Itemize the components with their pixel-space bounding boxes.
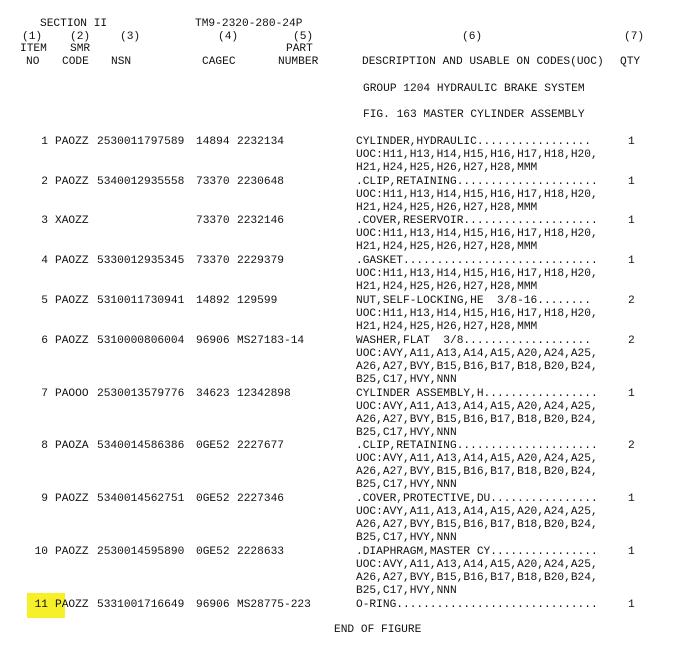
item-number: 4 [41, 255, 48, 267]
cagec: 14894 [196, 136, 230, 148]
description-line: A26,A27,BVY,B15,B16,B17,B18,B20,B24, [356, 361, 598, 373]
quantity: 1 [628, 388, 635, 400]
quantity: 1 [628, 176, 635, 188]
cagec: 0GE52 [196, 440, 230, 452]
description-line: .DIAPHRAGM,MASTER CY................ [356, 546, 598, 558]
col-num-4: (4) [218, 31, 239, 43]
description-line: B25,C17,HVY,NNN [356, 532, 457, 544]
col-head-description: DESCRIPTION AND USABLE ON CODES(UOC) [362, 56, 604, 68]
col-head-part: PART [286, 43, 313, 55]
description-line: UOC:H11,H13,H14,H15,H16,H17,H18,H20, [356, 268, 598, 280]
item-number: 6 [41, 335, 48, 347]
smr-code: PAOZZ [55, 493, 89, 505]
description-line: B25,C17,HVY,NNN [356, 585, 457, 597]
col-head-number: NUMBER [278, 56, 319, 68]
part-number: 2232146 [237, 215, 284, 227]
smr-code: PAOZZ [55, 136, 89, 148]
item-number: 9 [41, 493, 48, 505]
item-number: 11 [34, 599, 48, 611]
item-number: 2 [41, 176, 48, 188]
item-number: 8 [41, 440, 48, 452]
description-line: UOC:H11,H13,H14,H15,H16,H17,H18,H20, [356, 149, 598, 161]
description-line: A26,A27,BVY,B15,B16,B17,B18,B20,B24, [356, 572, 598, 584]
description-line: CYLINDER ASSEMBLY,H................. [356, 388, 598, 400]
smr-code: PAOZZ [55, 295, 89, 307]
nsn: 5331001716649 [97, 599, 185, 611]
cagec: 96906 [196, 599, 230, 611]
quantity: 1 [628, 493, 635, 505]
description-line: UOC:H11,H13,H14,H15,H16,H17,H18,H20, [356, 189, 598, 201]
description-line: CYLINDER,HYDRAULIC................. [356, 136, 591, 148]
description-line: B25,C17,HVY,NNN [356, 479, 457, 491]
description-line: .COVER,RESERVOIR.................... [356, 215, 598, 227]
cagec: 0GE52 [196, 493, 230, 505]
col-head-no: NO [26, 56, 40, 68]
description-line: O-RING.............................. [356, 599, 598, 611]
quantity: 1 [628, 255, 635, 267]
item-number: 7 [41, 388, 48, 400]
col-head-smr: SMR [70, 43, 91, 55]
description-line: H21,H24,H25,H26,H27,H28,MMM [356, 202, 538, 214]
item-number: 1 [41, 136, 48, 148]
part-number: MS27183-14 [237, 335, 305, 347]
smr-code: XAOZZ [55, 215, 89, 227]
cagec: 96906 [196, 335, 230, 347]
cagec: 14892 [196, 295, 230, 307]
quantity: 1 [628, 215, 635, 227]
description-line: UOC:H11,H13,H14,H15,H16,H17,H18,H20, [356, 308, 598, 320]
description-line: A26,A27,BVY,B15,B16,B17,B18,B20,B24, [356, 466, 598, 478]
description-line: A26,A27,BVY,B15,B16,B17,B18,B20,B24, [356, 414, 598, 426]
nsn: 5310000806004 [97, 335, 185, 347]
cagec: 73370 [196, 215, 230, 227]
smr-code: PAOZZ [55, 176, 89, 188]
description-line: .CLIP,RETAINING..................... [356, 440, 598, 452]
col-head-item: ITEM [20, 43, 47, 55]
col-head-cagec: CAGEC [202, 56, 236, 68]
part-number: 2228633 [237, 546, 284, 558]
tm-number: TM9-2320-280-24P [195, 18, 303, 30]
item-number: 5 [41, 295, 48, 307]
quantity: 2 [628, 295, 635, 307]
description-line: .COVER,PROTECTIVE,DU................ [356, 493, 598, 505]
smr-code: PAOZZ [55, 546, 89, 558]
quantity: 1 [628, 136, 635, 148]
nsn: 5330012935345 [97, 255, 185, 267]
col-num-7: (7) [624, 31, 645, 43]
quantity: 2 [628, 440, 635, 452]
nsn: 2530011797589 [97, 136, 185, 148]
cagec: 34623 [196, 388, 230, 400]
col-head-qty: QTY [620, 56, 641, 68]
part-number: 2229379 [237, 255, 284, 267]
smr-code: PAOOO [55, 388, 89, 400]
part-number: 2230648 [237, 176, 284, 188]
cagec: 73370 [196, 176, 230, 188]
quantity: 1 [628, 546, 635, 558]
smr-code: PAOZZ [55, 599, 89, 611]
item-number: 3 [41, 215, 48, 227]
part-number: 12342898 [237, 388, 291, 400]
quantity: 1 [628, 599, 635, 611]
nsn: 5340014586386 [97, 440, 185, 452]
part-number: 2227677 [237, 440, 284, 452]
col-num-2: (2) [70, 31, 91, 43]
description-line: B25,C17,HVY,NNN [356, 374, 457, 386]
description-line: UOC:AVY,A11,A13,A14,A15,A20,A24,A25, [356, 401, 598, 413]
smr-code: PAOZA [55, 440, 89, 452]
part-number: 129599 [237, 295, 278, 307]
end-of-figure: END OF FIGURE [334, 624, 422, 636]
description-line: UOC:AVY,A11,A13,A14,A15,A20,A24,A25, [356, 506, 598, 518]
nsn: 5340014562751 [97, 493, 185, 505]
smr-code: PAOZZ [55, 335, 89, 347]
description-line: B25,C17,HVY,NNN [356, 427, 457, 439]
part-number: 2227346 [237, 493, 284, 505]
col-num-1: (1) [22, 31, 43, 43]
nsn: 2530014595890 [97, 546, 185, 558]
description-line: H21,H24,H25,H26,H27,H28,MMM [356, 162, 538, 174]
description-line: A26,A27,BVY,B15,B16,B17,B18,B20,B24, [356, 519, 598, 531]
description-line: .GASKET............................. [356, 255, 598, 267]
cagec: 73370 [196, 255, 230, 267]
part-number: 2232134 [237, 136, 284, 148]
description-line: NUT,SELF-LOCKING,HE 3/8-16........ [356, 295, 591, 307]
description-line: H21,H24,H25,H26,H27,H28,MMM [356, 321, 538, 333]
col-head-nsn: NSN [111, 56, 132, 68]
group-title: GROUP 1204 HYDRAULIC BRAKE SYSTEM [363, 83, 585, 95]
description-line: UOC:H11,H13,H14,H15,H16,H17,H18,H20, [356, 228, 598, 240]
description-line: UOC:AVY,A11,A13,A14,A15,A20,A24,A25, [356, 559, 598, 571]
nsn: 5310011730941 [97, 295, 185, 307]
smr-code: PAOZZ [55, 255, 89, 267]
description-line: H21,H24,H25,H26,H27,H28,MMM [356, 281, 538, 293]
section-label: SECTION II [40, 18, 108, 30]
description-line: UOC:AVY,A11,A13,A14,A15,A20,A24,A25, [356, 348, 598, 360]
quantity: 2 [628, 335, 635, 347]
col-head-code: CODE [62, 56, 89, 68]
description-line: .CLIP,RETAINING..................... [356, 176, 598, 188]
nsn: 2530013579776 [97, 388, 185, 400]
description-line: WASHER,FLAT 3/8................... [356, 335, 591, 347]
col-num-3: (3) [120, 31, 141, 43]
figure-title: FIG. 163 MASTER CYLINDER ASSEMBLY [363, 109, 585, 121]
item-number: 10 [34, 546, 48, 558]
nsn: 5340012935558 [97, 176, 185, 188]
cagec: 0GE52 [196, 546, 230, 558]
part-number: MS28775-223 [237, 599, 311, 611]
col-num-5: (5) [293, 31, 314, 43]
description-line: H21,H24,H25,H26,H27,H28,MMM [356, 241, 538, 253]
col-num-6: (6) [462, 31, 483, 43]
description-line: UOC:AVY,A11,A13,A14,A15,A20,A24,A25, [356, 453, 598, 465]
